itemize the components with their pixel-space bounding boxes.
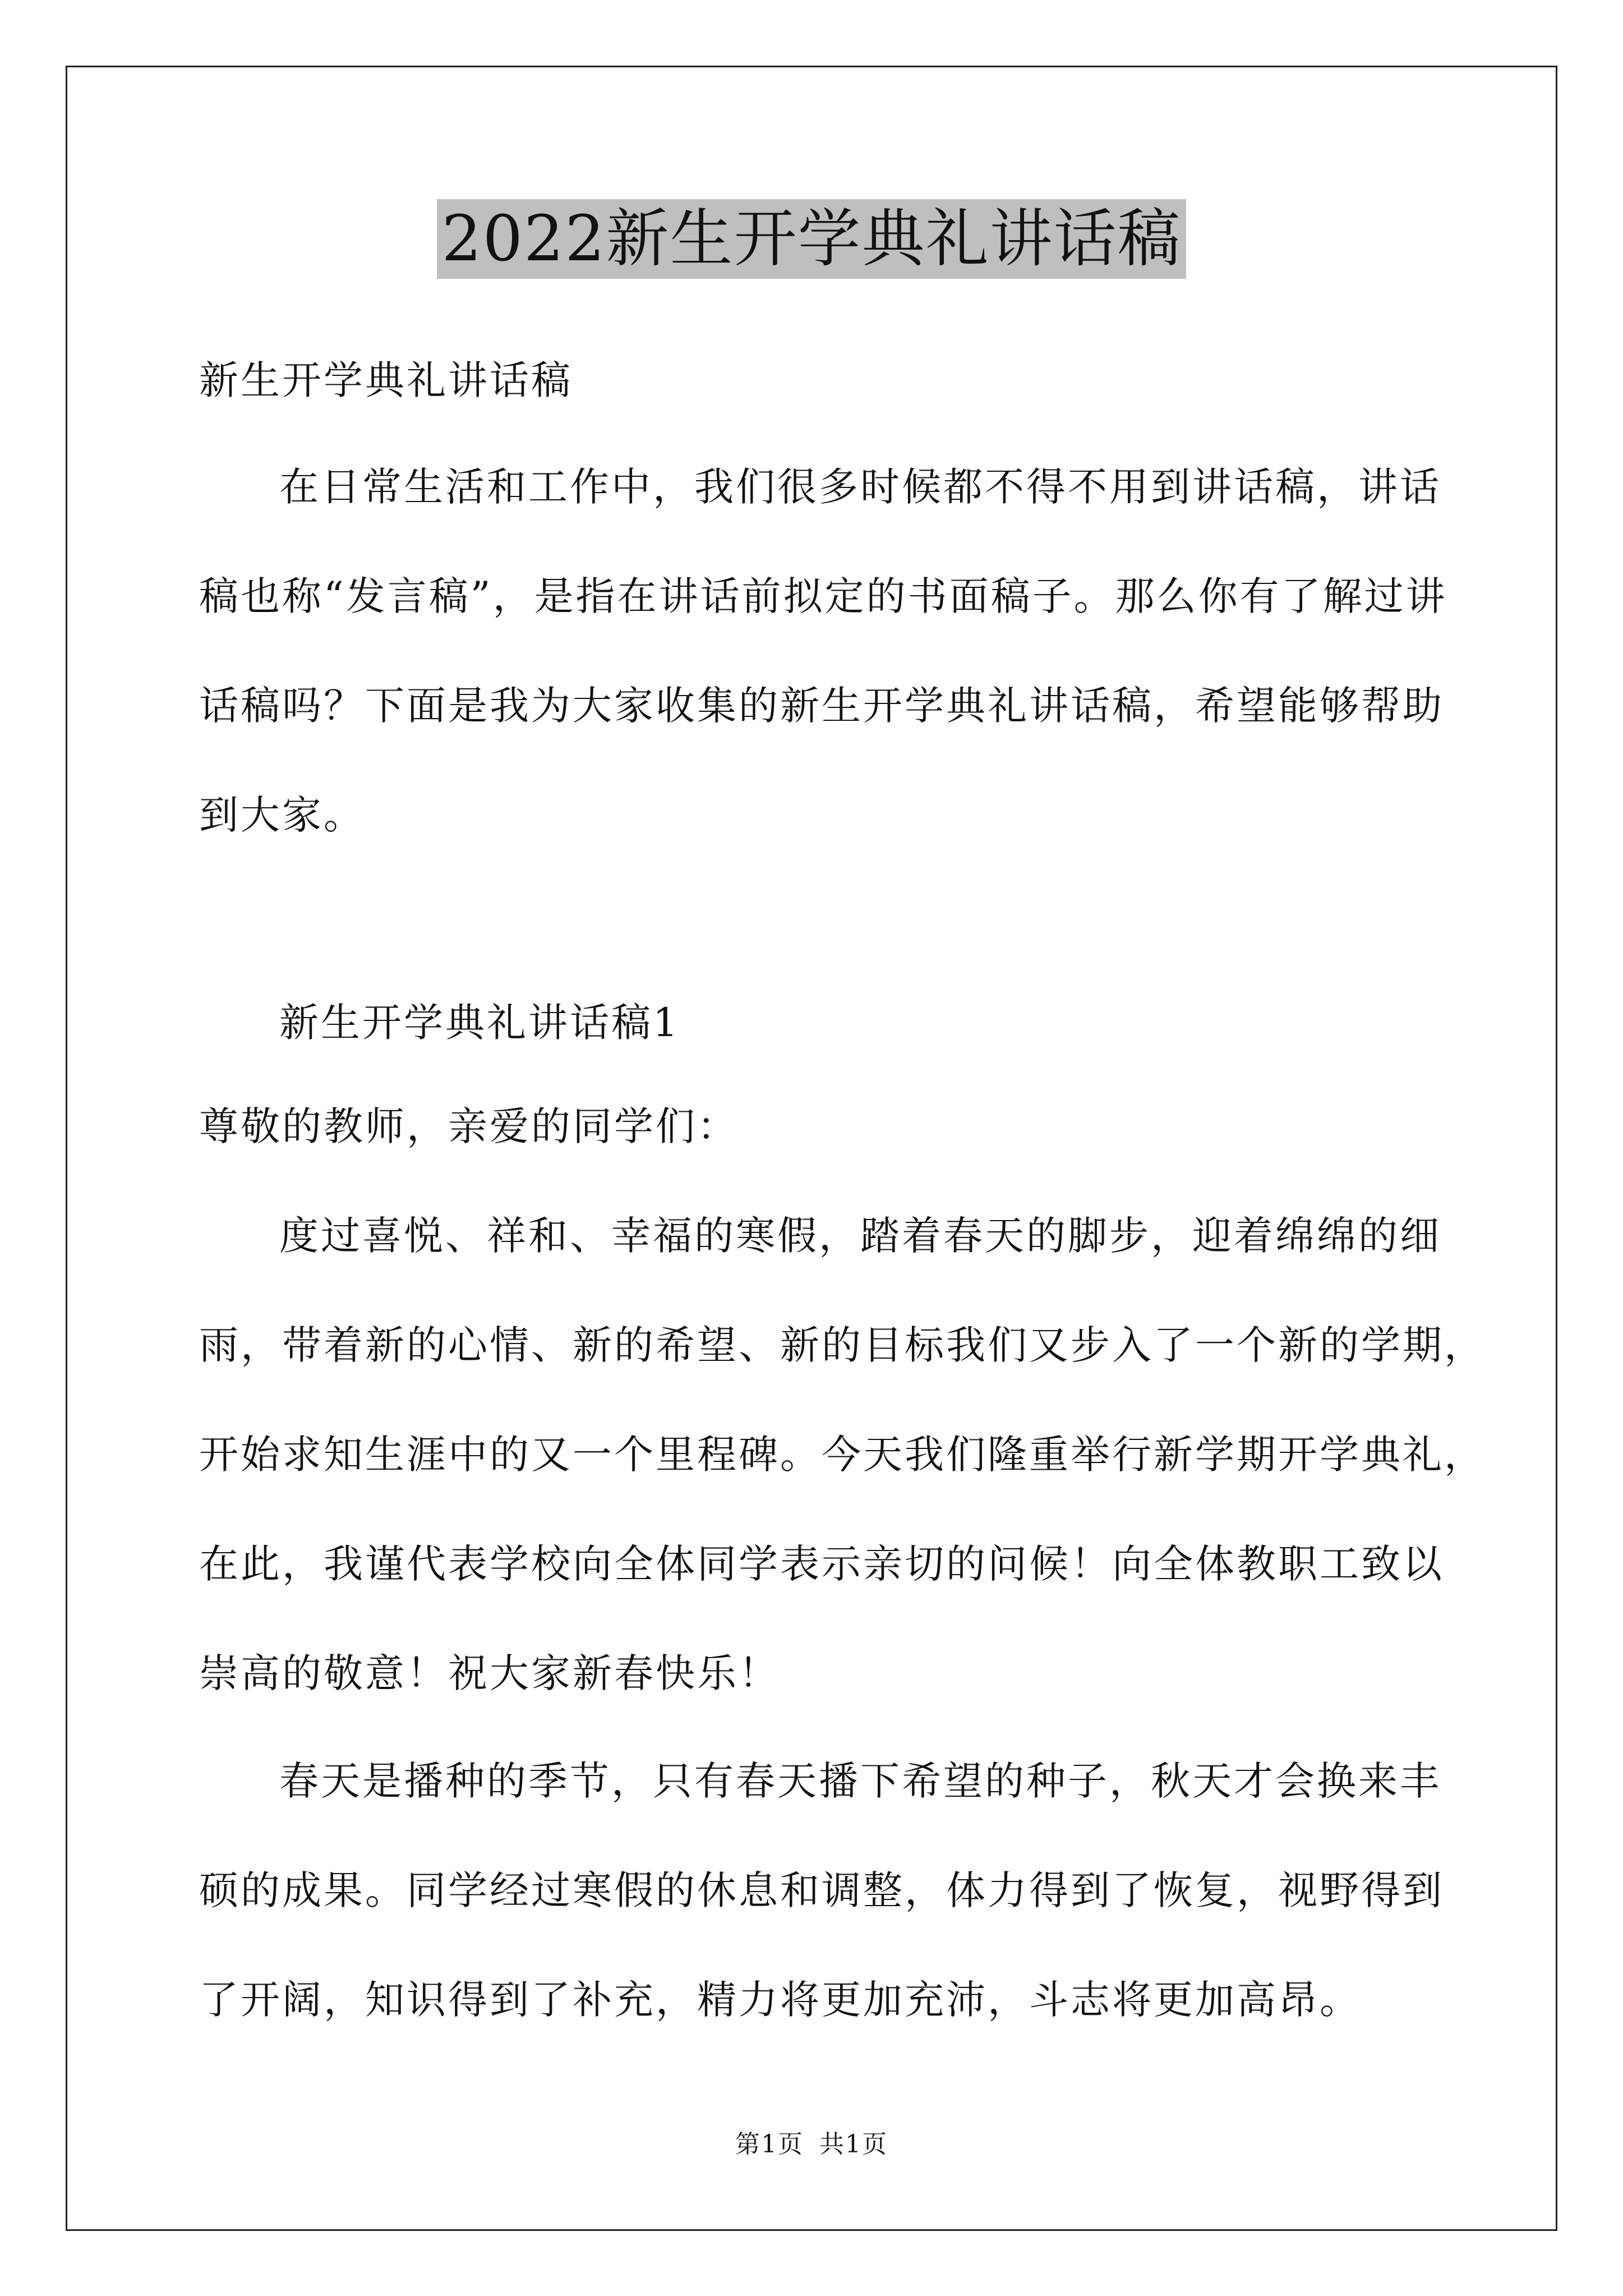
para2-line-1: 春天是播种的季节，只有春天播下希望的种子，秋天才会换来丰 [279, 1758, 1441, 1804]
para1-line-2: 雨，带着新的心情、新的希望、新的目标我们又步入了一个新的学期， [199, 1322, 1486, 1368]
para1-line-3: 开始求知生涯中的又一个里程碑。今天我们隆重举行新学期开学典礼， [199, 1432, 1486, 1478]
para1-line-5: 崇高的敬意！祝大家新春快乐！ [199, 1650, 780, 1696]
intro-line-3: 话稿吗？下面是我为大家收集的新生开学典礼讲话稿，希望能够帮助 [199, 683, 1444, 729]
intro-line-1: 在日常生活和工作中，我们很多时候都不得不用到讲话稿，讲话 [279, 464, 1441, 510]
page-number-total: 共1页 [819, 2130, 888, 2159]
page-number-current: 第1页 [735, 2130, 804, 2159]
document-title: 2022新生开学典礼讲话稿 [437, 199, 1186, 279]
intro-line-4: 到大家。 [199, 792, 365, 838]
para1-line-1: 度过喜悦、祥和、幸福的寒假，踏着春天的脚步，迎着绵绵的细 [279, 1213, 1441, 1259]
greeting: 尊敬的教师，亲爱的同学们： [199, 1103, 739, 1149]
intro-line-2: 稿也称“发言稿”，是指在讲话前拟定的书面稿子。那么你有了解过讲 [199, 573, 1447, 619]
title-container [0, 199, 1623, 279]
para2-line-3: 了开阔，知识得到了补充，精力将更加充沛，斗志将更加高昂。 [199, 1977, 1361, 2023]
para2-line-2: 硕的成果。同学经过寒假的休息和调整，体力得到了恢复，视野得到 [199, 1867, 1444, 1913]
document-subtitle: 新生开学典礼讲话稿 [199, 357, 573, 403]
para1-line-4: 在此，我谨代表学校向全体同学表示亲切的问候！向全体教职工致以 [199, 1541, 1444, 1587]
section-heading: 新生开学典礼讲话稿1 [279, 1000, 680, 1046]
page-footer [0, 2129, 1623, 2160]
